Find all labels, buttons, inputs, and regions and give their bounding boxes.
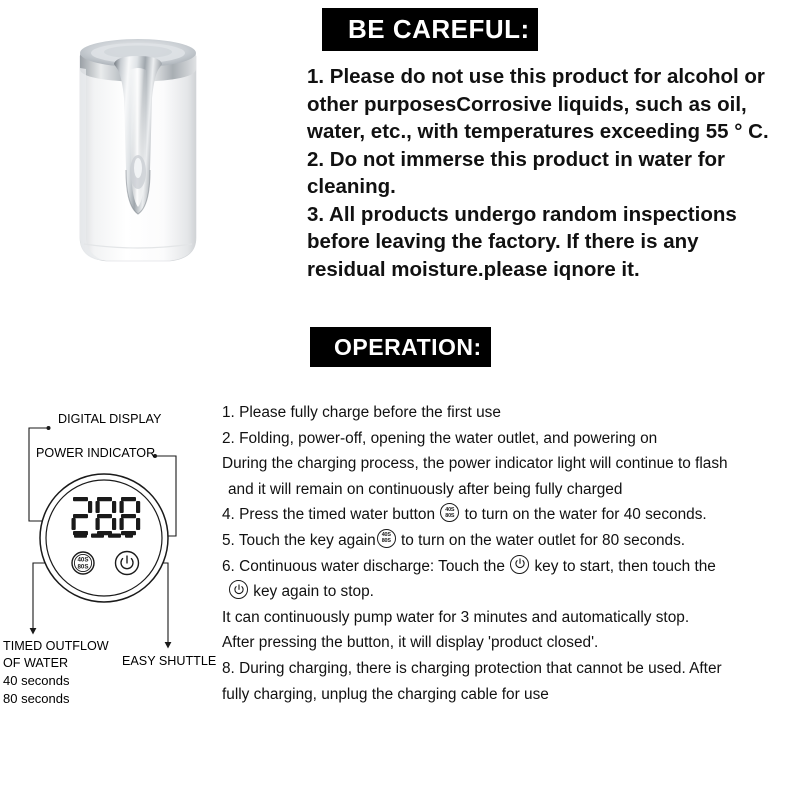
careful-line: cleaning. <box>307 175 396 198</box>
operation-line-text: 8. During charging, there is charging protection that cannot be used. After <box>222 659 722 677</box>
leader-arrow-easy-shuttle <box>165 642 172 649</box>
operation-line <box>222 630 800 656</box>
careful-line: before leaving the factory. If there is any <box>307 230 699 253</box>
timed-outflow-button <box>72 552 94 574</box>
label-timed-outflow-line1: TIMED OUTFLOW <box>3 639 109 653</box>
label-power-indicator: POWER INDICATOR <box>36 446 156 460</box>
be-careful-header-label: BE CAREFUL: <box>348 14 530 44</box>
operation-line <box>222 605 800 631</box>
operation-line <box>222 656 800 682</box>
operation-line <box>222 554 800 580</box>
operation-line-text: After pressing the button, it will display 'product closed'. <box>222 634 599 652</box>
careful-line: 2. Do not immerse this product in water for <box>307 147 726 171</box>
careful-line: 1. Please do not use this product for alcohol or <box>307 65 765 88</box>
operation-line <box>222 400 800 426</box>
operation-line-text: fully charging, unplug the charging cable for use <box>222 685 549 703</box>
label-timed-outflow <box>3 638 109 671</box>
timer-40s-80s-icon <box>377 529 396 548</box>
operation-line-text: to turn on the water for 40 seconds. <box>460 506 707 524</box>
be-careful-body <box>307 63 800 283</box>
label-digital-display: DIGITAL DISPLAY <box>58 412 162 426</box>
operation-line-text: 2. Folding, power-off, opening the water outlet, and powering on <box>222 429 658 447</box>
operation-line-text: 5. Touch the key again <box>222 531 376 549</box>
careful-line: 3. All products undergo random inspections <box>307 202 737 226</box>
operation-header-label: OPERATION: <box>334 333 482 360</box>
power-icon <box>510 555 529 574</box>
operation-line-text: 1. Please fully charge before the first use <box>222 404 501 421</box>
power-icon <box>229 580 248 599</box>
operation-line-text: During the charging process, the power indicator light will continue to flash <box>222 455 728 473</box>
operation-line <box>222 477 800 503</box>
panel-circle <box>40 474 168 602</box>
easy-shuttle-power-button <box>116 552 139 575</box>
label-timed-seconds-line2: 80 seconds <box>3 691 70 706</box>
operation-line <box>222 579 800 605</box>
operation-line-text: 6. Continuous water discharge: Touch the <box>222 557 510 575</box>
label-timed-seconds <box>3 672 70 708</box>
careful-line: water, etc., with temperatures exceeding 55 ° C. <box>307 120 769 143</box>
operation-line <box>222 682 800 708</box>
operation-header <box>310 327 491 367</box>
careful-line: other purposesCorrosive liquids, such as oil, <box>307 92 747 116</box>
operation-line-text: It can continuously pump water for 3 minutes and automatically stop. <box>222 608 690 626</box>
be-careful-header <box>322 8 538 51</box>
operation-line-text: key again to stop. <box>249 583 374 601</box>
operation-line <box>222 528 800 554</box>
label-timed-outflow-line2: OF WATER <box>3 655 69 670</box>
operation-line-text: to turn on the water outlet for 80 seconds. <box>396 531 686 549</box>
operation-line <box>222 451 800 477</box>
timer-button-top-label: 40S <box>77 556 89 564</box>
timer-40s-80s-icon <box>440 503 459 522</box>
timer-button-bottom-label: 80S <box>77 563 89 571</box>
operation-body <box>222 400 800 707</box>
leader-arrow-timed-outflow <box>30 628 37 635</box>
label-easy-shuttle: EASY SHUTTLE <box>122 654 217 668</box>
operation-line-text: and it will remain on continuously after being fully charged <box>228 480 623 498</box>
careful-line: residual moisture.please iqnore it. <box>307 257 640 281</box>
operation-line <box>222 426 800 452</box>
operation-line-text: 4. Press the timed water button <box>222 506 440 524</box>
operation-line-text: key to start, then touch the <box>530 557 716 575</box>
operation-line <box>222 502 800 528</box>
leader-dot-digital-display <box>47 426 51 430</box>
product-photo <box>58 20 218 270</box>
label-timed-seconds-line1: 40 seconds <box>3 673 70 688</box>
